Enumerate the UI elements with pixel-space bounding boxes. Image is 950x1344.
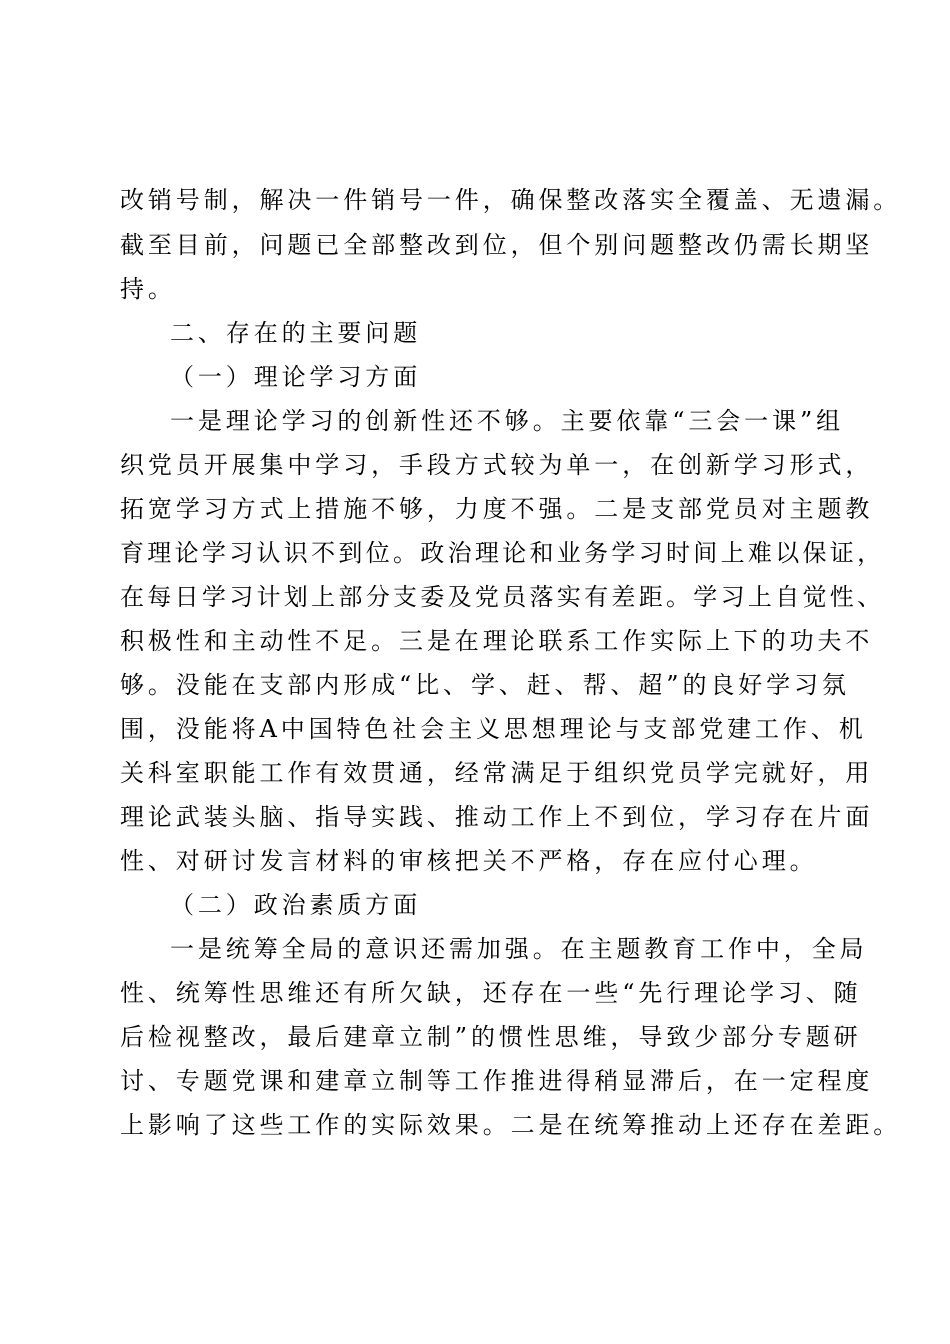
text-line: 一是统筹全局的意识还需加强。在主题教育工作中，全局 [170, 935, 868, 963]
text-line: 一是理论学习的创新性还不够。主要依靠“三会一课”组 [170, 407, 845, 435]
text-line: 够。没能在支部内形成“比、学、赶、帮、超”的良好学习氛 [120, 671, 850, 699]
section-heading: 二、存在的主要问题 [170, 319, 422, 347]
text-line: 拓宽学习方式上措施不够，力度不强。二是支部党员对主题教 [120, 495, 874, 523]
subsection-heading: （二）政治素质方面 [170, 891, 422, 919]
text-line: 上影响了这些工作的实际效果。二是在统筹推动上还存在差距。 [120, 1111, 902, 1139]
text-line: 围，没能将A中国特色社会主义思想理论与支部党建工作、机 [120, 715, 867, 743]
subsection-heading: （一）理论学习方面 [170, 363, 422, 391]
text-line: 性、对研讨发言材料的审核把关不严格，存在应付心理。 [120, 847, 818, 875]
text-line: 讨、专题党课和建章立制等工作推进得稍显滞后，在一定程度 [120, 1067, 874, 1095]
text-line: 改销号制，解决一件销号一件，确保整改落实全覆盖、无遗漏。 [120, 186, 902, 214]
text-line: 关科室职能工作有效贯通，经常满足于组织党员学完就好，用 [120, 759, 874, 787]
text-line: 在每日学习计划上部分支委及党员落实有差距。学习上自觉性、 [120, 583, 885, 611]
text-line: 织党员开展集中学习，手段方式较为单一，在创新学习形式， [120, 451, 874, 479]
text-line: 截至目前，问题已全部整改到位，但个别问题整改仍需长期坚 [120, 231, 874, 259]
text-line: 理论武装头脑、指导实践、推动工作上不到位，学习存在片面 [120, 803, 874, 831]
text-line: 后检视整改，最后建章立制”的惯性思维，导致少部分专题研 [120, 1023, 862, 1051]
text-line: 持。 [120, 275, 176, 303]
text-line: 育理论学习认识不到位。政治理论和业务学习时间上难以保证， [120, 539, 885, 567]
text-line: 积极性和主动性不足。三是在理论联系工作实际上下的功夫不 [120, 627, 874, 655]
text-line: 性、统筹性思维还有所欠缺，还存在一些“先行理论学习、随 [120, 979, 862, 1007]
